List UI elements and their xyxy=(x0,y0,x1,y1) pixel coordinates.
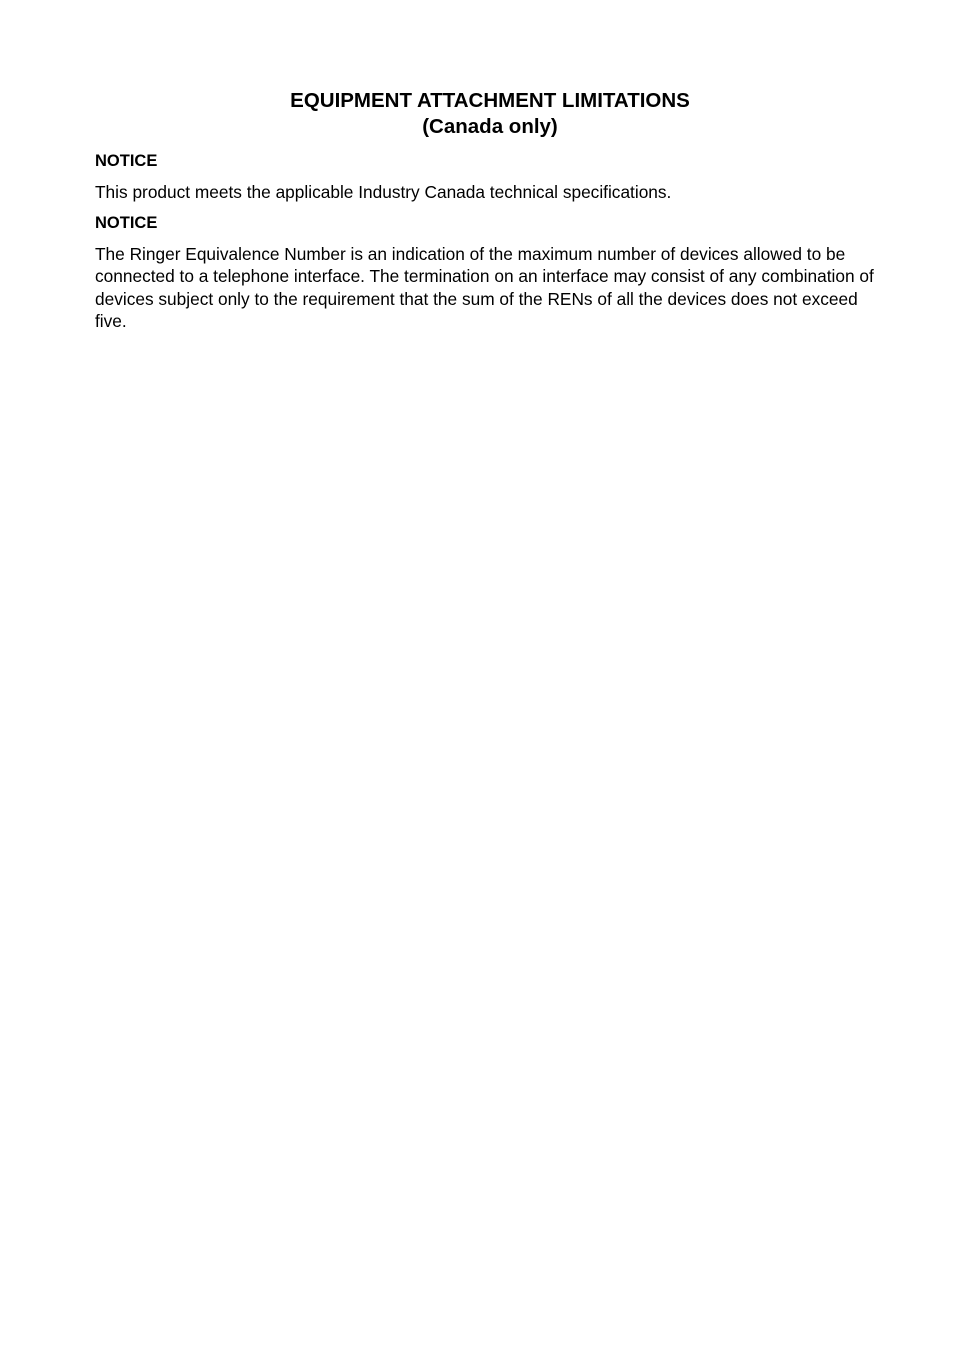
notice-section-1 xyxy=(95,150,885,204)
notice-heading: NOTICE xyxy=(95,213,158,232)
title-line-subtitle: (Canada only) xyxy=(422,114,558,138)
document-content xyxy=(95,88,885,341)
notice-text: The Ringer Equivalence Number is an indication of the maximum number of devices allowed to be connected to a telephone interface. The termination on an interface may consist of any combination of devices subject only to the requirement that the sum of the RENs of all the devices does not exceed five. xyxy=(95,243,874,331)
notice-heading: NOTICE xyxy=(95,152,158,170)
page-title xyxy=(95,88,885,139)
title-line-main: EQUIPMENT ATTACHMENT LIMITATIONS xyxy=(290,89,690,112)
notice-section-2 xyxy=(95,212,885,333)
notice-text: This product meets the applicable Industry Canada technical specifications. xyxy=(95,182,672,202)
